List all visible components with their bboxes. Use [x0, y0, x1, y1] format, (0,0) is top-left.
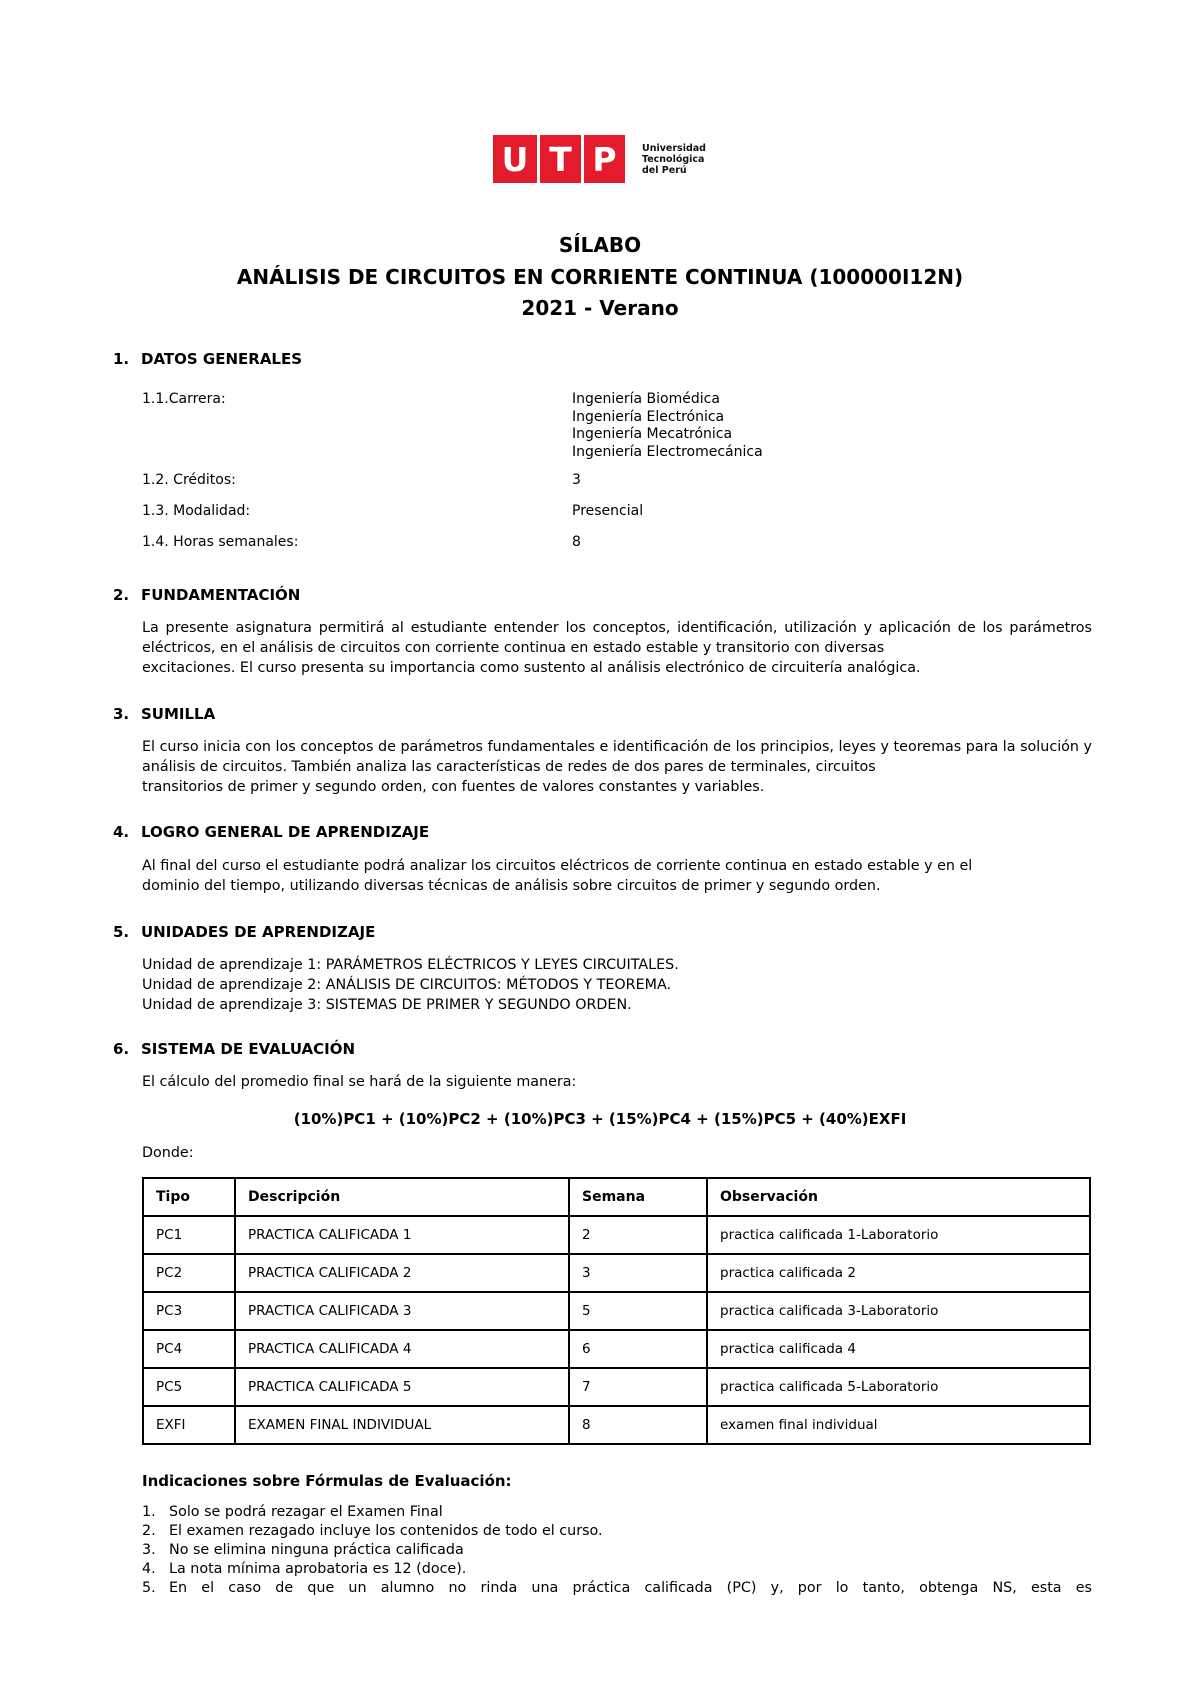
logo-text-line: Universidad — [642, 142, 706, 154]
logo-letter-t: T — [540, 135, 581, 183]
carrera-values — [572, 391, 763, 461]
carrera-value: Ingeniería Electromecánica — [572, 443, 763, 460]
table-row — [143, 1330, 1090, 1368]
section-number: 4. — [113, 823, 130, 841]
section-title: UNIDADES DE APRENDIZAJE — [141, 923, 376, 941]
section-heading-evaluacion — [113, 1040, 355, 1058]
table-cell: 2 — [569, 1216, 707, 1254]
table-cell: EXFI — [143, 1406, 235, 1444]
column-header: Semana — [569, 1178, 707, 1216]
logo-text-line: Tecnológica — [642, 153, 705, 165]
list-text: No se elimina ninguna práctica calificada — [169, 1542, 464, 1558]
section-title: LOGRO GENERAL DE APRENDIZAJE — [141, 823, 430, 841]
table-cell: PC1 — [143, 1216, 235, 1254]
section-title: SUMILLA — [141, 705, 216, 723]
creditos-value: 3 — [572, 472, 581, 488]
section-title: SISTEMA DE EVALUACIÓN — [141, 1040, 356, 1058]
table-cell: practica calificada 3-Laboratorio — [707, 1292, 1090, 1330]
section-number: 1. — [113, 350, 130, 368]
section-number: 3. — [113, 705, 130, 723]
section-heading-fundamentacion — [113, 586, 300, 604]
document-title: SÍLABO — [558, 233, 642, 257]
unidad-item: Unidad de aprendizaje 1: PARÁMETROS ELÉCTRICOS Y LEYES CIRCUITALES. — [142, 957, 679, 973]
list-text: En el caso de que un alumno no rinda una práctica calificada (PC) y, por lo tanto, obtenga NS, esta es — [169, 1580, 1092, 1596]
section-title: DATOS GENERALES — [141, 350, 303, 368]
grading-formula: (10%)PC1 + (10%)PC2 + (10%)PC3 + (15%)PC4 + (15%)PC5 + (40%)EXFI — [293, 1110, 907, 1128]
list-number: 2. — [142, 1523, 156, 1539]
table-cell: practica calificada 2 — [707, 1254, 1090, 1292]
section-title: FUNDAMENTACIÓN — [141, 586, 301, 604]
list-text: La nota mínima aprobatoria es 12 (doce). — [169, 1561, 467, 1577]
table-row — [143, 1406, 1090, 1444]
section-heading-logro — [113, 823, 429, 841]
carrera-value: Ingeniería Biomédica — [572, 391, 720, 407]
table-cell: practica calificada 1-Laboratorio — [707, 1216, 1090, 1254]
section-heading-datos-generales — [113, 350, 302, 368]
section-number: 6. — [113, 1040, 130, 1058]
list-number: 3. — [142, 1542, 156, 1558]
evaluacion-intro: El cálculo del promedio final se hará de la siguiente manera: — [142, 1074, 577, 1090]
course-title: ANÁLISIS DE CIRCUITOS EN CORRIENTE CONTINUA (100000I12N) — [236, 265, 964, 289]
list-item — [142, 1503, 1092, 1522]
modalidad-value: Presencial — [572, 503, 644, 519]
table-cell: 7 — [569, 1368, 707, 1406]
table-cell: PC3 — [143, 1292, 235, 1330]
list-number: 4. — [142, 1561, 156, 1577]
table-cell: PRACTICA CALIFICADA 1 — [235, 1216, 569, 1254]
unidad-item: Unidad de aprendizaje 2: ANÁLISIS DE CIRCUITOS: MÉTODOS Y TEOREMA. — [142, 977, 672, 993]
logo-text-line: del Perú — [642, 164, 687, 176]
table-row — [143, 1292, 1090, 1330]
section-number: 5. — [113, 923, 130, 941]
column-header: Observación — [707, 1178, 1090, 1216]
list-text: Solo se podrá rezagar el Examen Final — [169, 1504, 443, 1520]
list-number: 1. — [142, 1504, 156, 1520]
logro-text — [142, 856, 1092, 896]
table-cell: 5 — [569, 1292, 707, 1330]
paragraph-last-line: transitorios de primer y segundo orden, con fuentes de valores constantes y variables. — [142, 779, 765, 795]
table-cell: 6 — [569, 1330, 707, 1368]
table-cell: PC2 — [143, 1254, 235, 1292]
unidad-item: Unidad de aprendizaje 3: SISTEMAS DE PRIMER Y SEGUNDO ORDEN. — [142, 997, 632, 1013]
paragraph-body: Al final del curso el estudiante podrá analizar los circuitos eléctricos de corriente continua en estado estable y en el — [142, 858, 973, 874]
table-cell: examen final individual — [707, 1406, 1090, 1444]
list-item — [142, 1560, 1092, 1579]
horas-value: 8 — [572, 534, 581, 550]
table-cell: EXAMEN FINAL INDIVIDUAL — [235, 1406, 569, 1444]
logo-mark — [493, 135, 628, 183]
carrera-label: 1.1.Carrera: — [142, 391, 226, 407]
paragraph-body: La presente asignatura permitirá al estudiante entender los conceptos, identificación, utilización y aplicación de los parámetros eléctricos, en el análisis de circuitos con corriente continua en estado estable y transitorio con diversas — [142, 620, 1092, 656]
table-row — [143, 1368, 1090, 1406]
list-number: 5. — [142, 1580, 156, 1596]
horas-label: 1.4. Horas semanales: — [142, 534, 299, 550]
list-item — [142, 1522, 1092, 1541]
fundamentacion-text — [142, 618, 1092, 678]
table-cell: PC4 — [143, 1330, 235, 1368]
logo-wordmark — [642, 143, 706, 176]
section-number: 2. — [113, 586, 130, 604]
table-row — [143, 1254, 1090, 1292]
section-heading-unidades — [113, 923, 375, 941]
evaluation-table — [142, 1177, 1091, 1445]
table-row — [143, 1216, 1090, 1254]
course-period: 2021 - Verano — [521, 296, 679, 320]
logo-letter-p: P — [584, 135, 625, 183]
table-cell: 3 — [569, 1254, 707, 1292]
logo-letter-u: U — [493, 135, 537, 183]
section-heading-sumilla — [113, 705, 215, 723]
sumilla-text — [142, 737, 1092, 797]
table-header-row — [143, 1178, 1090, 1216]
list-text: El examen rezagado incluye los contenidos de todo el curso. — [169, 1523, 603, 1539]
table-cell: 8 — [569, 1406, 707, 1444]
table-cell: practica calificada 5-Laboratorio — [707, 1368, 1090, 1406]
modalidad-label: 1.3. Modalidad: — [142, 503, 251, 519]
list-item — [142, 1579, 1092, 1598]
table-cell: PRACTICA CALIFICADA 4 — [235, 1330, 569, 1368]
column-header: Descripción — [235, 1178, 569, 1216]
paragraph-last-line: excitaciones. El curso presenta su importancia como sustento al análisis electrónico de circuitería analógica. — [142, 660, 921, 676]
table-cell: PRACTICA CALIFICADA 2 — [235, 1254, 569, 1292]
carrera-value: Ingeniería Electrónica — [572, 408, 725, 425]
unidades-list — [142, 955, 679, 1015]
creditos-label: 1.2. Créditos: — [142, 472, 236, 488]
table-cell: PC5 — [143, 1368, 235, 1406]
table-cell: practica calificada 4 — [707, 1330, 1090, 1368]
paragraph-body: El curso inicia con los conceptos de parámetros fundamentales e identificación de los principios, leyes y teoremas para la solución y análisis de circuitos. También analiza las características de redes de dos pares de terminales, circuitos — [142, 739, 1092, 775]
indicaciones-list — [142, 1503, 1092, 1598]
table-cell: PRACTICA CALIFICADA 3 — [235, 1292, 569, 1330]
indicaciones-heading: Indicaciones sobre Fórmulas de Evaluación: — [142, 1472, 512, 1490]
list-item — [142, 1541, 1092, 1560]
column-header: Tipo — [143, 1178, 235, 1216]
donde-label: Donde: — [142, 1145, 194, 1161]
carrera-value: Ingeniería Mecatrónica — [572, 426, 733, 442]
paragraph-last-line: dominio del tiempo, utilizando diversas técnicas de análisis sobre circuitos de primer y segundo orden. — [142, 878, 881, 894]
utp-logo — [493, 135, 706, 183]
table-cell: PRACTICA CALIFICADA 5 — [235, 1368, 569, 1406]
